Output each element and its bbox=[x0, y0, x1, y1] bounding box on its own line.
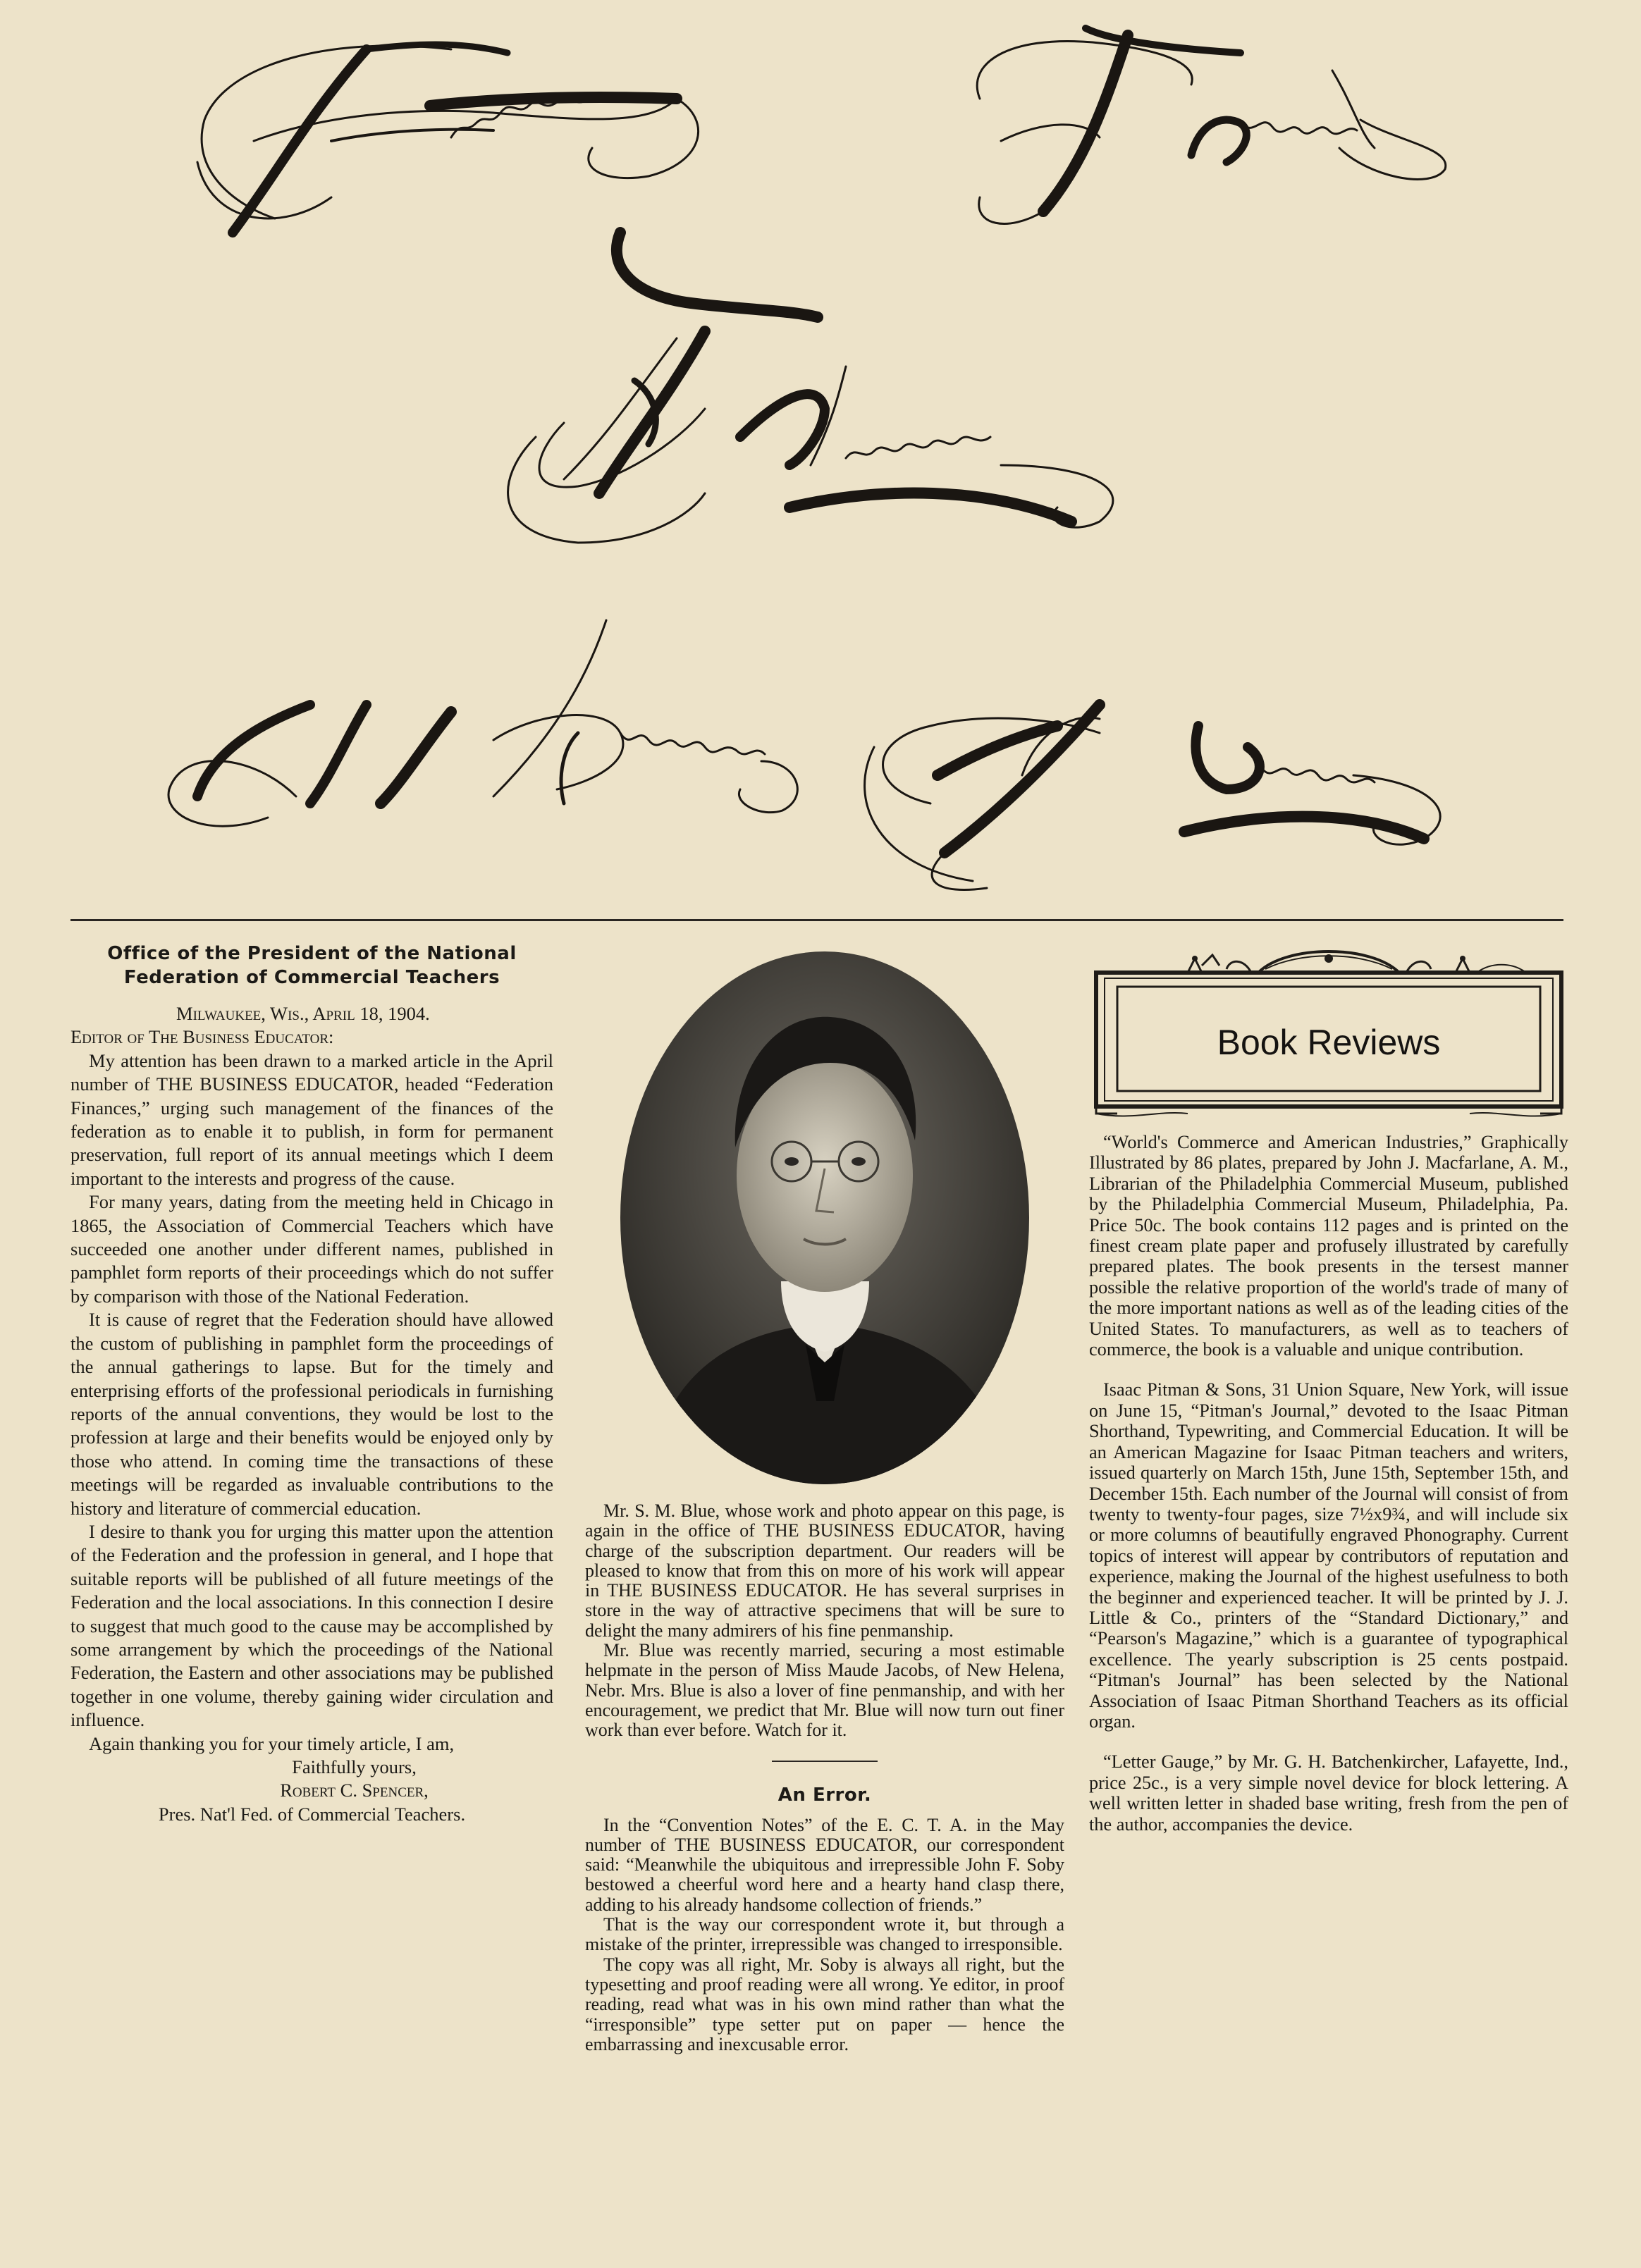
letter-closing: Faithfully yours, bbox=[292, 1756, 417, 1777]
signature-palmer bbox=[865, 705, 1441, 890]
letter-paragraph: It is cause of regret that the Federation should have allowed the custom of publishing in pamphlet form the proceedings of the annual gatherings to lapse. But for the timely and enterprising efforts of the professional periodicals in furnishing reports of the annual conventions, they would be lost to the profession at large and their benefits would be enjoyed only by those who attend. In coming time the transactions of these meetings will be regarded as invaluable contributions to the history and literature of commercial education. bbox=[70, 1309, 553, 1519]
article-paragraph: Mr. Blue was recently married, securing a most estimable helpmate in the person of Miss Maude Jacobs, of New Helena, Nebr. Mrs. Blue is also a lover of fine penmanship, and with her encouragement, we predict that Mr. Blue will now turn out finer work than ever before. Watch for it. bbox=[585, 1640, 1064, 1741]
letter-signer-title: Pres. Nat'l Fed. of Commercial Teachers. bbox=[158, 1803, 466, 1825]
book-reviews-body bbox=[1089, 1132, 1568, 1835]
article-paragraph: That is the way our correspondent wrote it, but through a mistake of the printer, irrepressible was changed to irresponsible. bbox=[585, 1914, 1064, 1955]
column-right bbox=[1089, 937, 1568, 1854]
letter-signer: Robert C. Spencer, bbox=[280, 1780, 429, 1801]
error-article bbox=[585, 1816, 1064, 2055]
book-reviews-header bbox=[1089, 937, 1568, 1121]
book-reviews-title: Book Reviews bbox=[1217, 1023, 1441, 1062]
portrait-photo bbox=[619, 950, 1031, 1486]
article-headline: Office of the President of the National Federation of Commercial Teachers bbox=[107, 943, 517, 988]
article-paragraph: Mr. S. M. Blue, whose work and photo appear on this page, is again in the office of THE BUSINESS EDUCATOR, having charge of the subscription department. Our readers will be pleased to know that from this on more of his work will appear in THE BUSINESS EDUCATOR. He has several surprises in store in the way of attractive specimens that will be sure to delight the many admirers of his fine penmanship. bbox=[585, 1500, 1064, 1641]
signature-kummer bbox=[508, 233, 1113, 543]
article-paragraph: In the “Convention Notes” of the E. C. T. A. in the May number of THE BUSINESS EDUCATOR, our correspondent said: “Meanwhile the ubiquitous and irrepressible John F. Soby bestowed a cheerful word here and a hearty hand clasp there, adding to his already handsome collection of friends.” bbox=[585, 1814, 1064, 1915]
column-middle bbox=[585, 937, 1064, 2054]
signature-flourishes bbox=[0, 0, 1641, 909]
column-left bbox=[70, 937, 553, 1826]
blue-article bbox=[585, 1501, 1064, 1741]
review-paragraph: “World's Commerce and American Industries,” Graphically Illustrated by 86 plates, prepared by John J. Macfarlane, A. M., Librarian of the Philadelphia Commercial Museum, published by the Philadelphia Commercial Museum, Philadelphia, Pa. Price 50c. The book contains 112 pages and is printed on the finest cream plate paper and profusely illustrated by carefully prepared plates. The book presents in the tersest manner possible the relative proportion of the world's trade of many of the more important nations as well as of the leading cities of the United States. To manufacturers, as well as to teachers of commerce, the book is a valuable and unique contribution. bbox=[1089, 1132, 1568, 1360]
top-divider-rule bbox=[70, 919, 1563, 921]
letter-paragraph: My attention has been drawn to a marked article in the April number of THE BUSINESS EDUCATOR, headed “Federation Finances,” urging such management of the finances of the federation as to enable it to publish, in form for permanent preservation, full report of its annual meetings which I deem important to the interests and progress of the cause. bbox=[70, 1049, 553, 1189]
review-paragraph: Isaac Pitman & Sons, 31 Union Square, New York, will issue on June 15, “Pitman's Journal,” devoted to the Isaac Pitman Shorthand, Typewriting, and Commercial Education. It will be an American Magazine for Isaac Pitman teachers and writers, issued quarterly on March 15th, June 15th, September 15th, and December 15th. Each number of the Journal will consist of from twenty to twenty-four pages, size 7½x9¾, and will include six or more columns of beautifully engraved Phonography. Current topics of interest will appear by contributors of reputation and experience, making the Journal of the highest usefulness to both the beginner and experienced teacher. It will be printed by J. J. Little & Co., printers of the “Standard Dictionary,” and “Pearson's Magazine,” which is a guarantee of typographical excellence. The yearly subscription is 25 cents postpaid. “Pitman's Journal” has been selected by the National Association of Isaac Pitman Shorthand Teachers as its official organ. bbox=[1089, 1379, 1568, 1732]
review-paragraph: “Letter Gauge,” by Mr. G. H. Batchenkircher, Lafayette, Ind., price 25c., is a very simple novel device for block lettering. A well written letter in shaded base writing, fresh from the pen of the author, accompanies the device. bbox=[1089, 1751, 1568, 1835]
letter-paragraph: For many years, dating from the meeting held in Chicago in 1865, the Association of Commercial Teachers which have succeeded one another under different names, published in pamphlet form reports of their proceedings which do not suffer by comparison with those of the National Federation. bbox=[70, 1191, 553, 1307]
letter-body bbox=[70, 1002, 553, 1826]
section-divider bbox=[772, 1761, 878, 1762]
signature-baughman bbox=[168, 620, 797, 826]
letter-dateline: Milwaukee, Wis., April 18, 1904. bbox=[176, 1003, 430, 1024]
signature-emmerson bbox=[197, 44, 699, 233]
letter-addressee: Editor of The Business Educator: bbox=[70, 1026, 334, 1048]
letter-paragraph: Again thanking you for your timely article, I am, bbox=[89, 1732, 455, 1754]
letter-paragraph: I desire to thank you for urging this matter upon the attention of the Federation and the profession in general, and I hope that suitable reports will be published of all future meetings of the Federation and the local associations. In this connection I desire to suggest that much good to the cause may be accomplished by some arrangement by which the proceedings of the National Federation, the Eastern and other associations may be published together in one volume, thereby gaining wider circulation and influence. bbox=[70, 1520, 553, 1731]
signature-earnest bbox=[977, 28, 1446, 223]
error-headline: An Error. bbox=[778, 1784, 872, 1806]
article-paragraph: The copy was all right, Mr. Soby is always all right, but the typesetting and proof reading were all wrong. Ye editor, in proof reading, read what was in his own mind rather than what the “irresponsible” type setter put on paper — hence the embarrassing and inexcusable error. bbox=[585, 1954, 1064, 2054]
